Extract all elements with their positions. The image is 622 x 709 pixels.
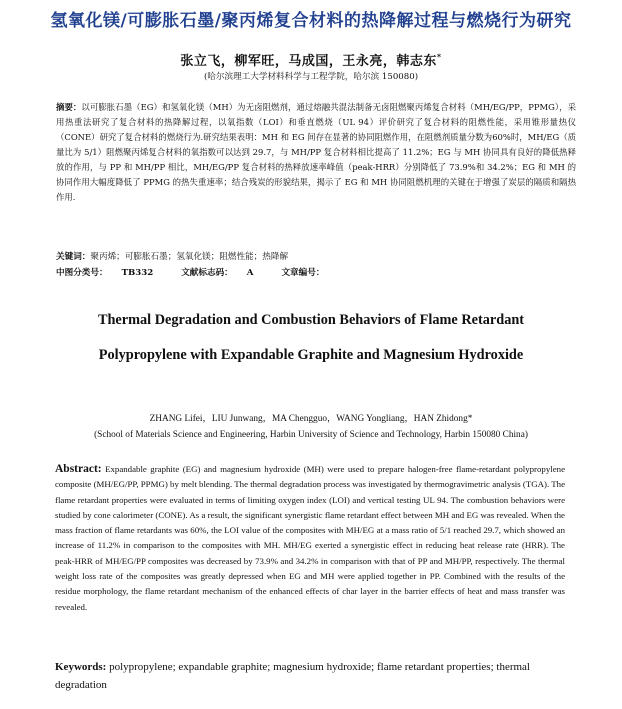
chinese-author-names: 张立飞，柳军旺，马成国，王永亮，韩志东 (180, 54, 437, 69)
chinese-abstract (56, 100, 576, 205)
english-abstract (55, 462, 565, 615)
english-authors: ZHANG Lifei，LIU Junwang，MA Chengguo，WANG Yongliang，HAN Zhidong* (149, 414, 473, 424)
class-value: TB332 (121, 268, 154, 278)
chinese-abstract-label: 摘要： (56, 102, 82, 112)
document-code (181, 268, 267, 278)
chinese-affiliation: (哈尔滨理工大学材料科学与工程学院，哈尔滨 150080) (203, 72, 419, 82)
english-affiliation: (School of Materials Science and Engineering, Harbin University of Science and Technology, Harbin 150080 China) (94, 430, 528, 440)
article-number-label: 文章编号： (281, 268, 325, 278)
english-title-line-2: Polypropylene with Expandable Graphite and Magnesium Hydroxide (98, 347, 524, 363)
english-abstract-text: Expandable graphite (EG) and magnesium hydroxide (MH) were used to prepare halogen-free flame-retardant polypropylene composite (MH/EG/PP, PPMG) by melt blending. The thermal degradation process was investigated by thermogravimetric analysis (TGA). The flame retardant properties were evaluated in terms of limiting oxygen index (LOI) and vertical testing UL 94. The combustion behaviors were studied by cone calorimeter (CONE). As a result, the significant synergistic flame retardant effect between MH and EG was revealed. When the mass fraction of flame retardants was 60%, the LOI value of the composites with MH/EG at a mass ratio of 5/1 reached 29.7, which showed an increase of 11.2% in comparison to the composites with MH. MH/EG exerted a synergistic effect in reducing heat release rate (HRR). The peak-HRR of MH/EG/PP composites was decreased by 73.9% and 34.2% in comparison with that of PP and MH/PP, respectively. The thermal weight loss rate of the composites was greatly depressed when EG and MH were applied together in PP. Combined with the results of the residue morphology, the flame retardant mechanism of the enhanced effects of char layer in the barrier effects of heat and mass transfer was revealed. (55, 464, 566, 612)
english-keywords (55, 658, 575, 694)
chinese-keywords-label: 关键词： (56, 252, 91, 262)
chinese-abstract-text: 以可膨胀石墨（EG）和氢氧化镁（MH）为无卤阻燃剂，通过熔融共混法制备无卤阻燃聚丙烯复合材料（MH/EG/PP，PPMG），采用热重法研究了复合材料的热降解过程，以氧指数（LOI）和垂直燃烧（UL 94）评价研究了复合材料的阻燃性能，采用锥形量热仪（CONE）研究了复合材料的燃烧行为.研究结果表明：MH 和 EG 间存在显著的协同阻燃作用，在阻燃剂质量分数为60%时，MH/EG（质量比为 5/1）阻燃聚丙烯复合材料的氧指数可以达到 29.7，与 MH/PP 复合材料相比提高了 11.2%；EG 与 MH 协同具有良好的降低热释放的作用，与 PP 和 MH/PP 相比，MH/EG/PP 复合材料的热释放速率峰值（peak-HRR）分别降低了 73.9%和 34.2%；EG 和 MH 的协同作用大幅度降低了 PPMG 的热失重速率；结合残炭的形貌结果，揭示了 EG 和 MH 协同阻燃机理的关键在于增强了炭层的隔质和隔热作用. (56, 102, 577, 202)
chinese-title: 氢氧化镁/可膨胀石墨/聚丙烯复合材料的热降解过程与燃烧行为研究 (50, 11, 572, 31)
classification-number (56, 268, 167, 278)
doc-value: A (246, 268, 254, 278)
chinese-keywords (56, 250, 288, 262)
chinese-keywords-value: 聚丙烯；可膨胀石墨；氢氧化镁；阻燃性能；热降解 (90, 252, 289, 262)
english-abstract-label: Abstract: (55, 463, 102, 475)
class-label: 中图分类号： (56, 268, 108, 278)
doc-label: 文献标志码： (181, 268, 233, 278)
english-title-line-1: Thermal Degradation and Combustion Behaviors of Flame Retardant (97, 312, 525, 328)
english-keywords-label: Keywords: (55, 661, 107, 673)
classification-line (56, 266, 338, 278)
chinese-authors (0, 50, 622, 69)
corresponding-author-mark: * (436, 51, 442, 62)
english-keywords-value: polypropylene; expandable graphite; magnesium hydroxide; flame retardant properties; thermal degradation (55, 661, 530, 691)
